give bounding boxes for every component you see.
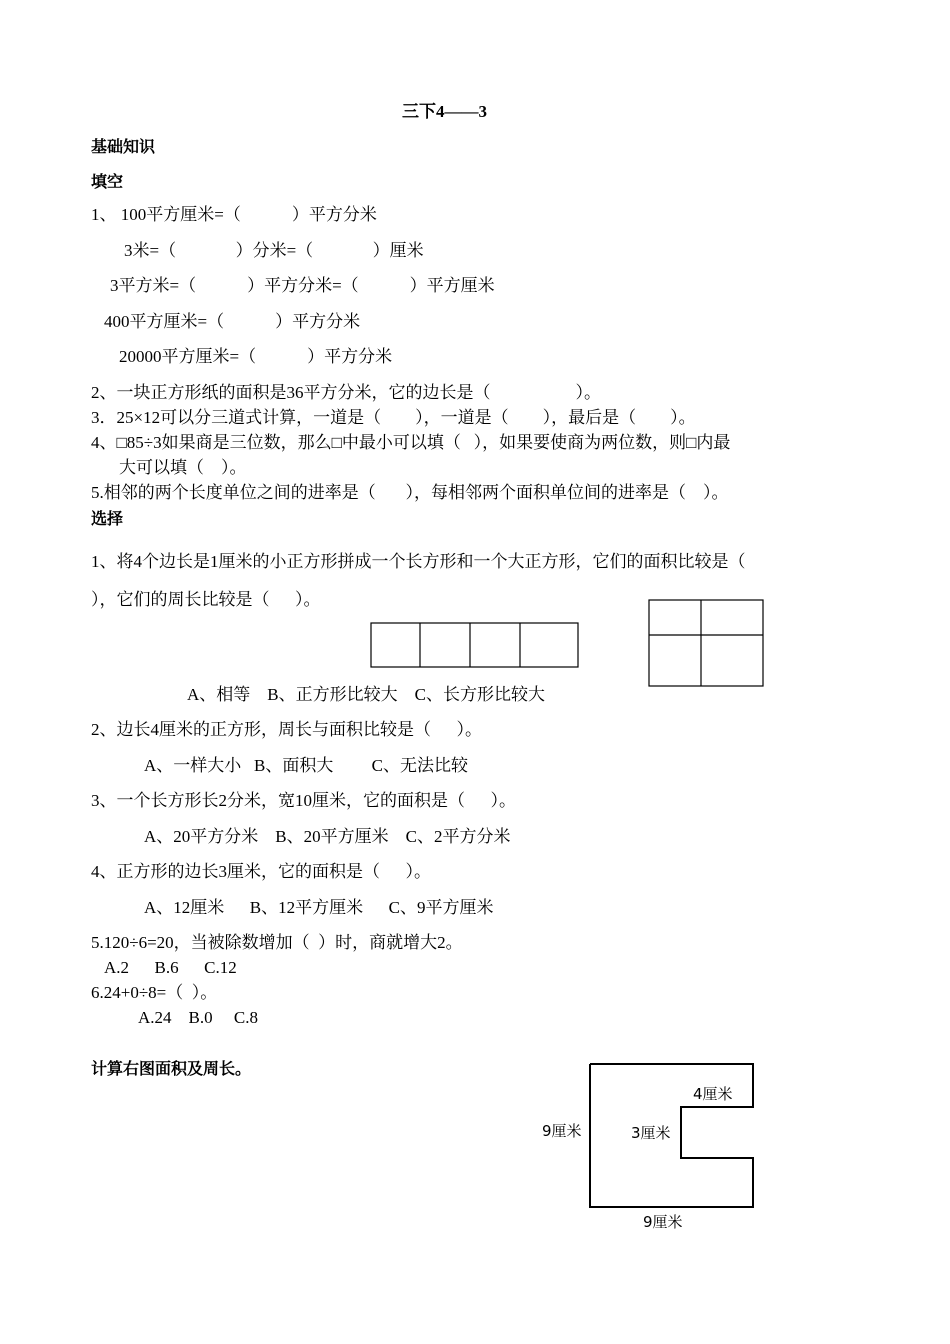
fill-question-2: 2、一块正方形纸的面积是36平方分米，它的边长是（ ）。: [91, 383, 601, 402]
page-title: 三下4——3: [402, 102, 487, 121]
composite-shape-figure: [530, 1058, 770, 1234]
fill-question-5: 5.相邻的两个长度单位之间的进率是（ ），每相邻两个面积单位间的进率是（ ）。: [91, 483, 729, 502]
fill-question-1a: 1、 100平方厘米=（ ）平方分米: [91, 205, 377, 224]
fill-question-4a: 4、□85÷3如果商是三位数，那么□中最小可以填（ ），如果要使商为两位数，则□内最: [91, 433, 731, 452]
choice-question-3: 3、一个长方形长2分米，宽10厘米，它的面积是（ ）。: [91, 791, 516, 810]
choice-question-5-options: A.2 B.6 C.12: [104, 958, 237, 977]
choice-question-4-options: A、12厘米 B、12平方厘米 C、9平方厘米: [144, 898, 494, 917]
choice-question-3-options: A、20平方分米 B、20平方厘米 C、2平方分米: [144, 827, 511, 846]
choice-question-1a: 1、将4个边长是1厘米的小正方形拼成一个长方形和一个大正方形，它们的面积比较是（: [91, 552, 746, 571]
section-choice-heading: 选择: [91, 509, 124, 528]
choice-question-2: 2、边长4厘米的正方形，周长与面积比较是（ ）。: [91, 720, 482, 739]
label-top-right-length: 4厘米: [693, 1085, 733, 1103]
fill-question-1e: 20000平方厘米=（ ）平方分米: [119, 347, 393, 366]
square-figure: [648, 599, 765, 687]
choice-question-6: 6.24+0÷8=（ ）。: [91, 983, 218, 1002]
section-fill-heading: 填空: [91, 172, 124, 191]
rectangle-figure: [370, 622, 580, 668]
fill-question-1c: 3平方米=（ ）平方分米=（ ）平方厘米: [110, 276, 495, 295]
choice-question-2-options: A、一样大小 B、面积大 C、无法比较: [144, 756, 468, 775]
label-inner-length: 3厘米: [631, 1124, 671, 1142]
choice-question-6-options: A.24 B.0 C.8: [138, 1008, 258, 1027]
choice-question-5: 5.120÷6=20，当被除数增加（ ）时，商就增大2。: [91, 933, 463, 952]
fill-question-1d: 400平方厘米=（ ）平方分米: [104, 312, 361, 331]
label-left-length: 9厘米: [542, 1122, 582, 1140]
choice-question-1-options: A、相等 B、正方形比较大 C、长方形比较大: [187, 685, 545, 704]
fill-question-4b: 大可以填（ ）。: [119, 458, 247, 477]
section-calc-heading: 计算右图面积及周长。: [91, 1059, 252, 1078]
label-bottom-length: 9厘米: [643, 1213, 683, 1231]
choice-question-4: 4、正方形的边长3厘米，它的面积是（ ）。: [91, 862, 431, 881]
section-basic-heading: 基础知识: [91, 137, 156, 156]
fill-question-1b: 3米=（ ）分米=（ ）厘米: [124, 241, 424, 260]
choice-question-1b: ），它们的周长比较是（ ）。: [91, 590, 321, 609]
fill-question-3: 3．25×12可以分三道式计算，一道是（ ），一道是（ ），最后是（ ）。: [91, 408, 696, 427]
